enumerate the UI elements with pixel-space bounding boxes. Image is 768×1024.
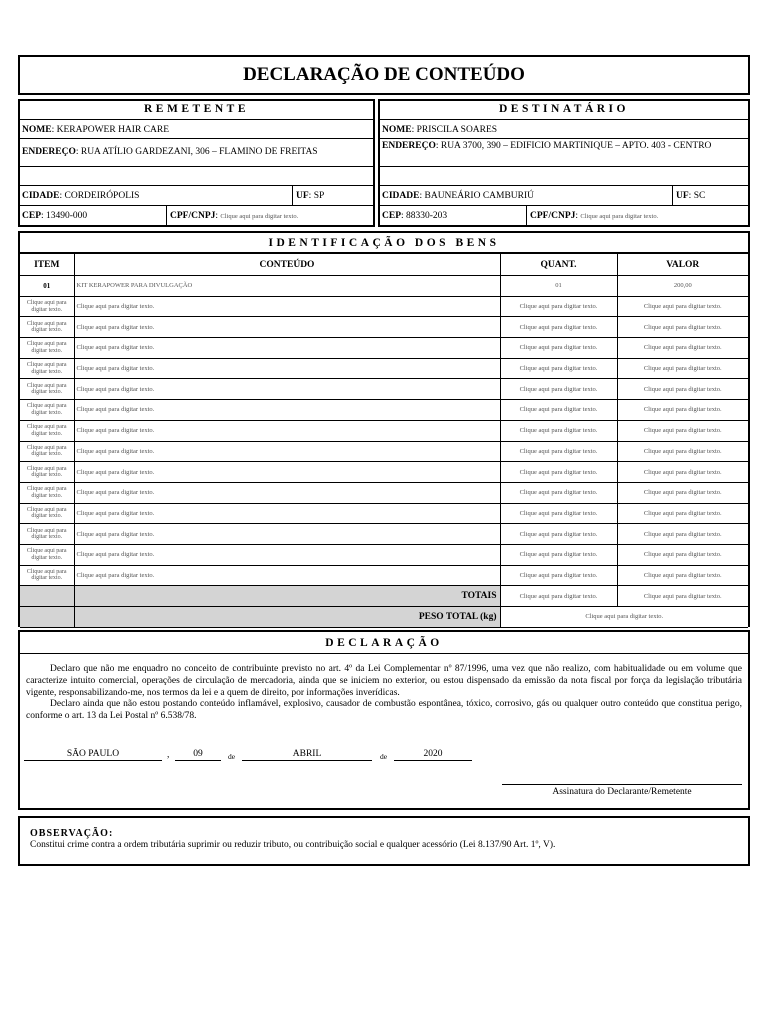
item-cell[interactable]: Clique aqui para digitar texto. <box>20 338 74 359</box>
table-row <box>20 379 748 400</box>
destinatario-cep[interactable]: 88330-203 <box>406 211 448 221</box>
destinatario-cpf-input[interactable]: Clique aqui para digitar texto. <box>580 213 659 220</box>
destinatario-nome-row: NOME: PRISCILA SOARES <box>380 120 748 139</box>
conteudo-cell[interactable]: Clique aqui para digitar texto. <box>74 338 500 359</box>
remetente-cep-label: CEP <box>22 211 41 221</box>
quant-cell[interactable]: Clique aqui para digitar texto. <box>500 400 617 421</box>
quant-cell[interactable]: Clique aqui para digitar texto. <box>500 565 617 586</box>
item-cell[interactable]: Clique aqui para digitar texto. <box>20 420 74 441</box>
de-separator-2: de <box>380 752 388 761</box>
bens-section <box>18 231 750 627</box>
conteudo-cell[interactable]: Clique aqui para digitar texto. <box>74 565 500 586</box>
observacao-title: OBSERVAÇÃO: <box>30 828 114 839</box>
valor-cell[interactable]: Clique aqui para digitar texto. <box>617 379 748 400</box>
remetente-section <box>18 99 375 227</box>
conteudo-cell[interactable]: Clique aqui para digitar texto. <box>74 462 500 483</box>
item-cell[interactable]: Clique aqui para digitar texto. <box>20 358 74 379</box>
table-row <box>20 420 748 441</box>
item-cell[interactable]: Clique aqui para digitar texto. <box>20 317 74 338</box>
valor-cell[interactable]: Clique aqui para digitar texto. <box>617 338 748 359</box>
remetente-cidade[interactable]: CORDEIRÓPOLIS <box>64 191 140 201</box>
peso-blank-cell <box>20 607 74 628</box>
table-row <box>20 296 748 317</box>
remetente-blank-row <box>20 167 373 186</box>
item-cell[interactable]: Clique aqui para digitar texto. <box>20 296 74 317</box>
item-cell[interactable]: Clique aqui para digitar texto. <box>20 379 74 400</box>
conteudo-cell[interactable]: Clique aqui para digitar texto. <box>74 296 500 317</box>
cidade-field[interactable]: SÃO PAULO <box>24 748 162 761</box>
table-row <box>20 503 748 524</box>
quant-cell[interactable]: Clique aqui para digitar texto. <box>500 338 617 359</box>
quant-cell[interactable]: Clique aqui para digitar texto. <box>500 482 617 503</box>
conteudo-cell[interactable]: KIT KERAPOWER PARA DIVULGAÇÃO <box>74 276 500 297</box>
valor-cell[interactable]: Clique aqui para digitar texto. <box>617 462 748 483</box>
valor-cell[interactable]: Clique aqui para digitar texto. <box>617 296 748 317</box>
valor-cell[interactable]: Clique aqui para digitar texto. <box>617 441 748 462</box>
remetente-cidade-row: CIDADE: CORDEIRÓPOLIS UF: SP <box>20 186 373 206</box>
remetente-endereco-label: ENDEREÇO <box>22 147 76 157</box>
table-row <box>20 317 748 338</box>
destinatario-section <box>378 99 750 227</box>
quant-cell[interactable]: Clique aqui para digitar texto. <box>500 379 617 400</box>
bens-header-row <box>20 254 748 276</box>
valor-cell[interactable]: Clique aqui para digitar texto. <box>617 358 748 379</box>
table-row <box>20 276 748 297</box>
item-cell[interactable]: Clique aqui para digitar texto. <box>20 462 74 483</box>
conteudo-cell[interactable]: Clique aqui para digitar texto. <box>74 482 500 503</box>
table-row <box>20 338 748 359</box>
table-row <box>20 565 748 586</box>
quant-cell[interactable]: Clique aqui para digitar texto. <box>500 420 617 441</box>
declaracao-paragraph-2: Declaro ainda que não estou postando conteúdo inflamável, explosivo, causador de combustão espontânea, tóxico, corrosivo, gás ou qualquer outro conteúdo que constitua perigo, conforme o art. 13 da Lei Postal nº 6.538/78. <box>26 699 742 722</box>
destinatario-cidade-label: CIDADE <box>382 191 420 201</box>
destinatario-endereco-row: ENDEREÇO: RUA 3700, 390 – EDIFICIO MARTINIQUE – APTO. 403 - CENTRO <box>380 139 748 167</box>
destinatario-cep-label: CEP <box>382 211 401 221</box>
totals-row <box>20 586 748 607</box>
destinatario-cidade-row: CIDADE: BAUNEÁRIO CAMBURIÚ UF: SC <box>380 186 748 206</box>
quant-cell[interactable]: Clique aqui para digitar texto. <box>500 524 617 545</box>
table-row <box>20 441 748 462</box>
destinatario-uf[interactable]: SC <box>693 191 706 201</box>
valor-cell[interactable]: Clique aqui para digitar texto. <box>617 420 748 441</box>
quant-cell[interactable]: 01 <box>500 276 617 297</box>
destinatario-nome-label: NOME <box>382 125 412 135</box>
conteudo-cell[interactable]: Clique aqui para digitar texto. <box>74 524 500 545</box>
item-cell[interactable]: Clique aqui para digitar texto. <box>20 524 74 545</box>
remetente-endereco-row: ENDEREÇO: RUA ATÍLIO GARDEZANI, 306 – FLAMINO DE FREITAS <box>20 139 373 167</box>
quant-cell[interactable]: Clique aqui para digitar texto. <box>500 358 617 379</box>
remetente-nome-label: NOME <box>22 125 52 135</box>
declaracao-text <box>20 664 748 723</box>
totais-quant[interactable]: Clique aqui para digitar texto. <box>500 586 617 607</box>
destinatario-header: DESTINATÁRIO <box>380 101 748 120</box>
ano-field[interactable]: 2020 <box>394 748 472 761</box>
declaracao-header: DECLARAÇÃO <box>20 632 748 654</box>
destinatario-endereco-label: ENDEREÇO <box>382 141 436 151</box>
declaracao-section <box>18 630 750 810</box>
remetente-uf[interactable]: SP <box>313 191 325 201</box>
remetente-nome[interactable]: KERAPOWER HAIR CARE <box>56 125 169 135</box>
remetente-nome-row: NOME: KERAPOWER HAIR CARE <box>20 120 373 139</box>
table-row <box>20 358 748 379</box>
observacao-section <box>18 816 750 866</box>
valor-cell[interactable]: Clique aqui para digitar texto. <box>617 317 748 338</box>
de-separator-1: de <box>228 752 236 761</box>
totals-blank-cell <box>20 586 74 607</box>
destinatario-nome[interactable]: PRISCILA SOARES <box>416 125 498 135</box>
quant-cell[interactable]: Clique aqui para digitar texto. <box>500 296 617 317</box>
item-cell[interactable]: Clique aqui para digitar texto. <box>20 565 74 586</box>
peso-total-label: PESO TOTAL (kg) <box>74 607 500 628</box>
comma-separator: , <box>167 750 170 760</box>
item-cell[interactable]: Clique aqui para digitar texto. <box>20 544 74 565</box>
remetente-cidade-label: CIDADE <box>22 191 60 201</box>
valor-cell[interactable]: Clique aqui para digitar texto. <box>617 482 748 503</box>
destinatario-cidade[interactable]: BAUNEÁRIO CAMBURIÚ <box>424 191 535 201</box>
remetente-header: REMETENTE <box>20 101 373 120</box>
destinatario-endereco[interactable]: RUA 3700, 390 – EDIFICIO MARTINIQUE – APTO. 403 - CENTRO <box>440 141 712 151</box>
valor-cell[interactable]: 200,00 <box>617 276 748 297</box>
remetente-cep[interactable]: 13490-000 <box>46 211 88 221</box>
peso-total-input[interactable]: Clique aqui para digitar texto. <box>500 607 748 628</box>
declaracao-paragraph-1: Declaro que não me enquadro no conceito de contribuinte previsto no art. 4º da Lei Complementar nº 87/1996, uma vez que não realizo, com habitualidade ou em volume que caracterize intuito comercial, operações de circulação de mercadoria, ainda que se iniciem no exterior, ou estou dispensado da emissão da nota fiscal por força da legislação tributária vigente, responsabilizando-me, nos termos da lei e a quem de direito, por informações inverídicas. <box>26 664 742 698</box>
col-conteudo: CONTEÚDO <box>74 254 500 276</box>
conteudo-cell[interactable]: Clique aqui para digitar texto. <box>74 317 500 338</box>
destinatario-cep-row: CEP: 88330-203 CPF/CNPJ: Clique aqui para digitar texto. <box>380 206 748 227</box>
quant-cell[interactable]: Clique aqui para digitar texto. <box>500 503 617 524</box>
destinatario-uf-label: UF <box>676 191 689 201</box>
quant-cell[interactable]: Clique aqui para digitar texto. <box>500 441 617 462</box>
item-cell[interactable]: Clique aqui para digitar texto. <box>20 441 74 462</box>
observacao-text: Constitui crime contra a ordem tributária suprimir ou reduzir tributo, ou contribuição social e qualquer acessório (Lei 8.137/90 Art. 1º, V). <box>30 840 556 850</box>
bens-header: IDENTIFICAÇÃO DOS BENS <box>20 233 748 253</box>
col-item: ITEM <box>20 254 74 276</box>
item-cell[interactable]: 01 <box>20 276 74 297</box>
valor-cell[interactable]: Clique aqui para digitar texto. <box>617 565 748 586</box>
table-row <box>20 482 748 503</box>
valor-cell[interactable]: Clique aqui para digitar texto. <box>617 400 748 421</box>
remetente-uf-label: UF <box>296 191 309 201</box>
totais-valor[interactable]: Clique aqui para digitar texto. <box>617 586 748 607</box>
conteudo-cell[interactable]: Clique aqui para digitar texto. <box>74 544 500 565</box>
remetente-cpf-input[interactable]: Clique aqui para digitar texto. <box>220 213 299 220</box>
quant-cell[interactable]: Clique aqui para digitar texto. <box>500 462 617 483</box>
conteudo-cell[interactable]: Clique aqui para digitar texto. <box>74 441 500 462</box>
remetente-cep-row: CEP: 13490-000 CPF/CNPJ: Clique aqui para digitar texto. <box>20 206 373 227</box>
assinatura-label: Assinatura do Declarante/Remetente <box>502 784 742 797</box>
document-title: DECLARAÇÃO DE CONTEÚDO <box>243 64 525 85</box>
totais-label: TOTAIS <box>74 586 500 607</box>
table-row <box>20 524 748 545</box>
conteudo-cell[interactable]: Clique aqui para digitar texto. <box>74 503 500 524</box>
bens-table <box>20 253 748 628</box>
conteudo-cell[interactable]: Clique aqui para digitar texto. <box>74 420 500 441</box>
table-row <box>20 400 748 421</box>
item-cell[interactable]: Clique aqui para digitar texto. <box>20 503 74 524</box>
col-quant: QUANT. <box>500 254 617 276</box>
col-valor: VALOR <box>617 254 748 276</box>
conteudo-cell[interactable]: Clique aqui para digitar texto. <box>74 379 500 400</box>
destinatario-cpf-label: CPF/CNPJ <box>530 211 576 221</box>
table-row <box>20 544 748 565</box>
valor-cell[interactable]: Clique aqui para digitar texto. <box>617 503 748 524</box>
item-cell[interactable]: Clique aqui para digitar texto. <box>20 482 74 503</box>
conteudo-cell[interactable]: Clique aqui para digitar texto. <box>74 358 500 379</box>
dia-field[interactable]: 09 <box>175 748 221 761</box>
valor-cell[interactable]: Clique aqui para digitar texto. <box>617 544 748 565</box>
remetente-endereco[interactable]: RUA ATÍLIO GARDEZANI, 306 – FLAMINO DE FREITAS <box>80 147 318 157</box>
document-title-box <box>18 55 750 95</box>
table-row <box>20 462 748 483</box>
quant-cell[interactable]: Clique aqui para digitar texto. <box>500 544 617 565</box>
destinatario-blank-row <box>380 167 748 186</box>
mes-field[interactable]: ABRIL <box>242 748 372 761</box>
remetente-cpf-label: CPF/CNPJ <box>170 211 216 221</box>
valor-cell[interactable]: Clique aqui para digitar texto. <box>617 524 748 545</box>
item-cell[interactable]: Clique aqui para digitar texto. <box>20 400 74 421</box>
conteudo-cell[interactable]: Clique aqui para digitar texto. <box>74 400 500 421</box>
quant-cell[interactable]: Clique aqui para digitar texto. <box>500 317 617 338</box>
peso-row <box>20 607 748 628</box>
